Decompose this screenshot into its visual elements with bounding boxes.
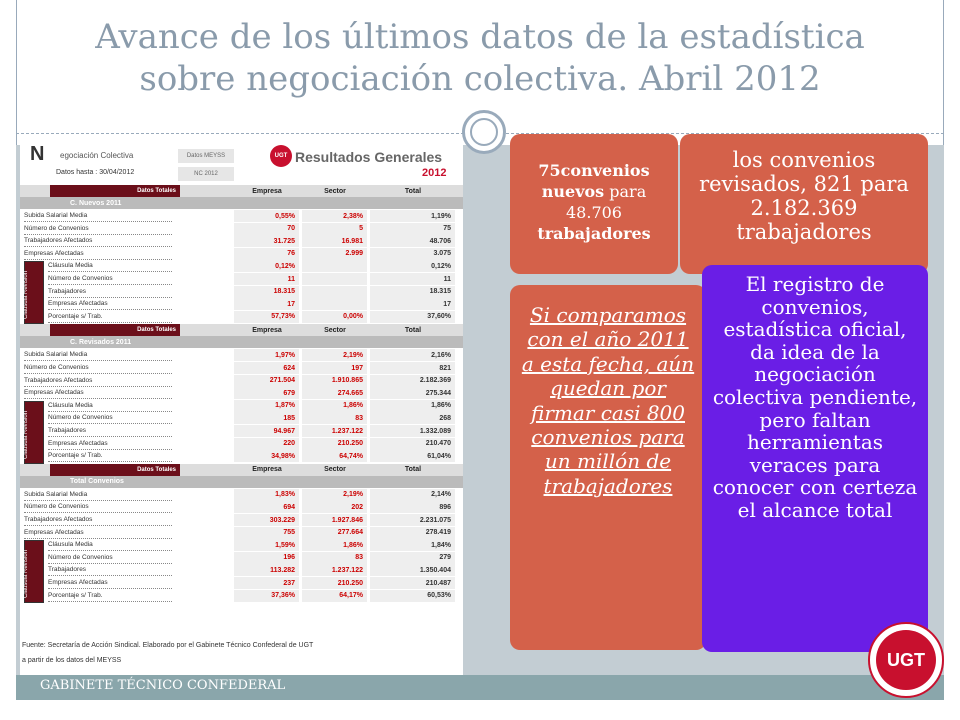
revision-clause-group-label (24, 401, 44, 464)
cell-total: 2.231.075 (370, 514, 456, 526)
cell-sector: 64,17% (302, 590, 368, 602)
table-column-header-row (20, 324, 463, 336)
cell-total: 279 (370, 552, 456, 564)
table-row (20, 412, 463, 424)
row-label: Porcentaje s/ Trab. (48, 590, 172, 602)
cell-sector: 197 (302, 362, 368, 374)
cell-total: 60,53% (370, 590, 456, 602)
row-label: Número de Convenios (48, 273, 172, 285)
row-label: Subida Salarial Media (24, 210, 172, 222)
cell-sector: 1.237.122 (302, 564, 368, 576)
section-name: Total Convenios (70, 478, 124, 486)
row-label: Cláusula Media (48, 539, 172, 551)
cell-sector (302, 298, 368, 310)
row-label: Empresas Afectadas (24, 387, 172, 399)
results-year: 2012 (422, 167, 447, 179)
cell-empresa: 0,55% (234, 210, 300, 222)
new-word-para: para (609, 182, 647, 201)
row-label: Cláusula Media (48, 260, 172, 272)
col-empresa-header: Empresa (252, 326, 282, 334)
table-row (20, 425, 463, 437)
cell-empresa: 220 (234, 438, 300, 450)
ugt-logo (868, 622, 944, 698)
table-row (20, 514, 463, 526)
table-row (20, 311, 463, 323)
row-label: Trabajadores Afectados (24, 514, 172, 526)
row-label: Porcentaje s/ Trab. (48, 450, 172, 462)
slide-title (20, 16, 940, 100)
cell-total: 278.419 (370, 527, 456, 539)
decorative-ring (462, 110, 506, 154)
cell-empresa: 70 (234, 223, 300, 235)
cell-sector: 2,19% (302, 349, 368, 361)
row-label: Número de Convenios (24, 223, 172, 235)
cell-sector: 277.664 (302, 527, 368, 539)
cell-sector: 1.927.846 (302, 514, 368, 526)
callout-new-agreements (510, 134, 678, 274)
row-label: Trabajadores (48, 286, 172, 298)
cell-empresa: 303.229 (234, 514, 300, 526)
cell-total: 3.075 (370, 248, 456, 260)
cell-empresa: 76 (234, 248, 300, 260)
row-label: Cláusula Media (48, 400, 172, 412)
row-label: Número de Convenios (24, 362, 172, 374)
datos-totales-label: Datos Totales (50, 464, 180, 476)
cell-total: 821 (370, 362, 456, 374)
cell-sector: 274.665 (302, 387, 368, 399)
table-row (20, 349, 463, 361)
cell-sector: 16.981 (302, 235, 368, 247)
row-label: Número de Convenios (48, 552, 172, 564)
table-row (20, 298, 463, 310)
cell-empresa: 1,97% (234, 349, 300, 361)
group-label-text: Clausula Revisión (23, 410, 29, 459)
cell-total: 2,14% (370, 489, 456, 501)
cell-sector (302, 286, 368, 298)
cell-total: 2.182.369 (370, 375, 456, 387)
col-total-header: Total (404, 466, 422, 474)
new-word-convenios: convenios (560, 161, 650, 180)
cell-empresa: 94.967 (234, 425, 300, 437)
new-word-nuevos: nuevos (541, 182, 605, 201)
cell-empresa: 1,87% (234, 400, 300, 412)
statistics-table-image (20, 141, 463, 675)
new-word-trabajadores: trabajadores (537, 224, 651, 243)
cell-sector: 2,38% (302, 210, 368, 222)
meyss-box: Datos MEYSS (178, 149, 234, 163)
table-row (20, 564, 463, 576)
table-row (20, 286, 463, 298)
row-label: Trabajadores (48, 564, 172, 576)
row-label: Número de Convenios (24, 501, 172, 513)
callout-revised-agreements: los convenios revisados, 821 para 2.182.369 trabajadores (680, 134, 928, 274)
cell-sector: 83 (302, 412, 368, 424)
section-row (20, 336, 463, 348)
cell-empresa: 0,12% (234, 260, 300, 272)
cell-total: 48.706 (370, 235, 456, 247)
cell-total: 11 (370, 273, 456, 285)
table-header (20, 141, 463, 183)
row-label: Empresas Afectadas (48, 438, 172, 450)
row-label: Empresas Afectadas (48, 298, 172, 310)
cell-sector: 0,00% (302, 311, 368, 323)
col-empresa-header: Empresa (252, 466, 282, 474)
footer-label: GABINETE TÉCNICO CONFEDERAL (40, 678, 286, 693)
section-row (20, 476, 463, 488)
cell-empresa: 679 (234, 387, 300, 399)
cell-sector: 1,86% (302, 539, 368, 551)
col-sector-header: Sector (324, 326, 346, 334)
section-name: C. Revisados 2011 (70, 338, 132, 346)
new-count: 75 (538, 161, 561, 180)
revision-clause-group-label (24, 540, 44, 603)
row-label: Trabajadores (48, 425, 172, 437)
table-row (20, 590, 463, 602)
col-total-header: Total (404, 326, 422, 334)
cell-empresa: 34,98% (234, 450, 300, 462)
table-row (20, 450, 463, 462)
cell-empresa: 37,36% (234, 590, 300, 602)
cell-sector: 1.237.122 (302, 425, 368, 437)
source-note-2: a partir de los datos del MEYSS (22, 657, 122, 664)
cell-empresa: 1,59% (234, 539, 300, 551)
cell-total: 1,19% (370, 210, 456, 222)
callout-registry: El registro de convenios, estadística oficial, da idea de la negociación colectiva pendiente, pero faltan herramientas veraces para conocer con certeza el alcance total (702, 265, 928, 652)
table-subtitle: egociación Colectiva (60, 151, 134, 160)
cell-empresa: 11 (234, 273, 300, 285)
cell-empresa: 185 (234, 412, 300, 424)
title-line-2: sobre negociación colectiva. Abril 2012 (139, 59, 821, 99)
new-workers-count: 48.706 (566, 203, 622, 222)
cell-sector: 1,86% (302, 400, 368, 412)
table-row (20, 223, 463, 235)
row-label: Trabajadores Afectados (24, 235, 172, 247)
callout-comparison: Si comparamos con el año 2011 a esta fecha, aún quedan por firmar casi 800 convenios para un millón de trabajadores (510, 285, 706, 650)
table-row (20, 552, 463, 564)
cell-sector: 5 (302, 223, 368, 235)
row-label: Empresas Afectadas (24, 248, 172, 260)
cell-empresa: 694 (234, 501, 300, 513)
table-row (20, 438, 463, 450)
cell-sector: 64,74% (302, 450, 368, 462)
cell-empresa: 113.282 (234, 564, 300, 576)
cell-sector (302, 273, 368, 285)
group-label-text: Clausula Revisión (23, 271, 29, 320)
section-row (20, 197, 463, 209)
cell-total: 1,86% (370, 400, 456, 412)
cell-empresa: 57,73% (234, 311, 300, 323)
cell-sector: 210.250 (302, 577, 368, 589)
cell-total: 268 (370, 412, 456, 424)
row-label: Número de Convenios (48, 412, 172, 424)
cell-total: 210.470 (370, 438, 456, 450)
cell-empresa: 31.725 (234, 235, 300, 247)
cell-total: 1.350.404 (370, 564, 456, 576)
table-row (20, 375, 463, 387)
cell-empresa: 624 (234, 362, 300, 374)
cell-empresa: 1,83% (234, 489, 300, 501)
row-label: Empresas Afectadas (48, 577, 172, 589)
cell-total: 896 (370, 501, 456, 513)
table-row (20, 501, 463, 513)
cell-total: 275.344 (370, 387, 456, 399)
table-row (20, 539, 463, 551)
cell-total: 0,12% (370, 260, 456, 272)
cell-sector: 210.250 (302, 438, 368, 450)
table-row (20, 577, 463, 589)
ugt-mini-logo: UGT (270, 145, 292, 167)
cell-empresa: 17 (234, 298, 300, 310)
cell-sector: 202 (302, 501, 368, 513)
cell-empresa: 237 (234, 577, 300, 589)
results-title: Resultados Generales (295, 149, 443, 165)
cell-total: 75 (370, 223, 456, 235)
cell-total: 61,04% (370, 450, 456, 462)
table-row (20, 527, 463, 539)
table-initial: N (30, 143, 45, 165)
table-column-header-row (20, 185, 463, 197)
cell-sector: 1.910.865 (302, 375, 368, 387)
cell-empresa: 271.504 (234, 375, 300, 387)
col-total-header: Total (404, 187, 422, 195)
cell-empresa: 755 (234, 527, 300, 539)
row-label: Subida Salarial Media (24, 489, 172, 501)
group-label-text: Clausula Revisión (23, 550, 29, 599)
row-label: Empresas Afectadas (24, 527, 172, 539)
cell-sector: 2,19% (302, 489, 368, 501)
cell-sector: 83 (302, 552, 368, 564)
cell-total: 210.487 (370, 577, 456, 589)
row-label: Subida Salarial Media (24, 349, 172, 361)
table-row (20, 387, 463, 399)
table-row (20, 400, 463, 412)
table-row (20, 489, 463, 501)
table-row (20, 248, 463, 260)
cell-total: 37,60% (370, 311, 456, 323)
datos-totales-label: Datos Totales (50, 324, 180, 336)
datos-totales-label: Datos Totales (50, 185, 180, 197)
table-row (20, 210, 463, 222)
cell-total: 17 (370, 298, 456, 310)
nc-box: NC 2012 (178, 167, 234, 181)
table-row (20, 260, 463, 272)
cell-total: 18.315 (370, 286, 456, 298)
title-line-1: Avance de los últimos datos de la estadística (95, 17, 865, 57)
table-row (20, 235, 463, 247)
col-empresa-header: Empresa (252, 187, 282, 195)
row-label: Porcentaje s/ Trab. (48, 311, 172, 323)
source-note: Fuente: Secretaría de Acción Sindical. Elaborado por el Gabinete Técnico Confederal de UGT (22, 642, 314, 649)
revision-clause-group-label (24, 261, 44, 324)
data-date: Datos hasta : 30/04/2012 (56, 169, 135, 176)
ugt-logo-text: UGT (876, 630, 936, 690)
row-label: Trabajadores Afectados (24, 375, 172, 387)
cell-sector (302, 260, 368, 272)
cell-sector: 2.999 (302, 248, 368, 260)
section-name: C. Nuevos 2011 (70, 199, 122, 207)
table-row (20, 362, 463, 374)
table-column-header-row (20, 464, 463, 476)
col-sector-header: Sector (324, 466, 346, 474)
cell-empresa: 18.315 (234, 286, 300, 298)
table-row (20, 273, 463, 285)
col-sector-header: Sector (324, 187, 346, 195)
cell-empresa: 196 (234, 552, 300, 564)
cell-total: 1,84% (370, 539, 456, 551)
cell-total: 1.332.089 (370, 425, 456, 437)
cell-total: 2,16% (370, 349, 456, 361)
